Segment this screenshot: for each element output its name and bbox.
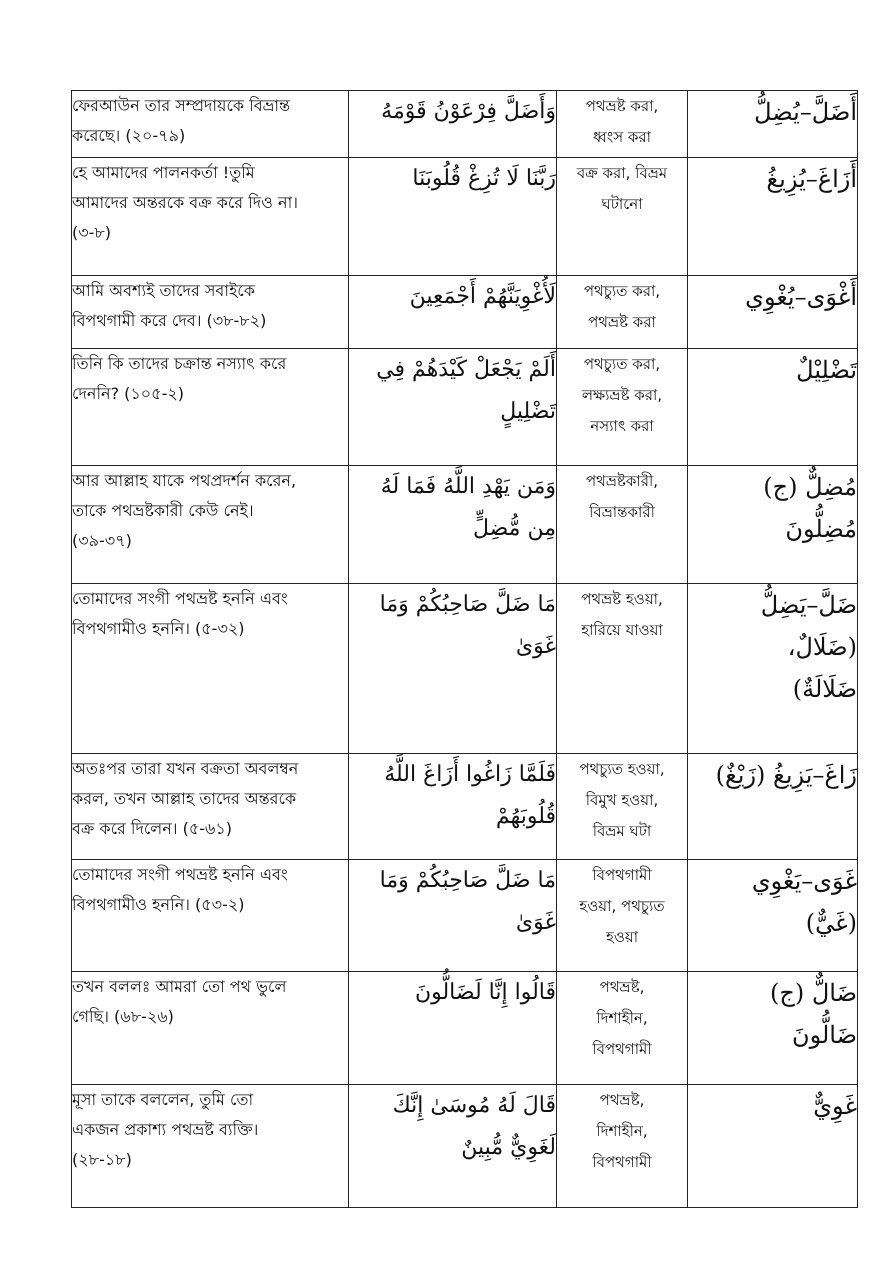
meaning-line: বিভ্রম ঘটা — [592, 822, 652, 840]
bangla-translation-line: (৩৯-৩৭) — [72, 531, 132, 550]
meaning-line: পথচ্যুত হওয়া, — [579, 760, 665, 778]
meaning-line: পথভ্রষ্ট, — [599, 1091, 645, 1109]
root-word-line: غَوِيٌّ — [813, 1092, 857, 1120]
arabic-verse-cell — [349, 860, 557, 972]
bangla-translation-cell — [72, 972, 349, 1085]
arabic-verse-cell — [349, 972, 557, 1085]
root-word-line: مُضِلُّونَ — [785, 515, 857, 543]
bangla-translation-line: বক্র করে দিলেন। (৫-৬১) — [72, 819, 232, 838]
meaning-line: ঘটানো — [601, 195, 643, 213]
meaning-line: পথচ্যুত করা, — [583, 282, 661, 300]
meaning-cell — [557, 349, 688, 466]
bangla-translation-line: আর আল্লাহ যাকে পথপ্রদর্শন করেন, — [72, 471, 297, 490]
root-word-cell — [688, 91, 858, 158]
meaning-line: দিশাহীন, — [596, 1009, 648, 1027]
bangla-translation-line: বিপথগামীও হননি। (৫৩-২) — [72, 895, 245, 914]
meaning-cell — [557, 972, 688, 1085]
bangla-translation-line: (২৮-১৮) — [72, 1150, 132, 1169]
meaning-line: দিশাহীন, — [596, 1122, 648, 1140]
bangla-translation-cell — [72, 584, 349, 754]
arabic-verse-cell — [349, 754, 557, 860]
bangla-translation-cell — [72, 349, 349, 466]
root-word-line: مُضِلٌّ (ج) — [763, 473, 857, 501]
arabic-verse-cell — [349, 91, 557, 158]
arabic-verse-line: غَوَىٰ — [515, 634, 556, 659]
table-row — [72, 860, 858, 972]
meaning-cell — [557, 754, 688, 860]
meaning-line: বিপথগামী — [592, 866, 652, 884]
table-row — [72, 1085, 858, 1208]
arabic-verse-line: مَا ضَلَّ صَاحِبُكُمْ وَمَا — [379, 592, 556, 617]
meaning-line: পথচ্যুত করা, — [583, 355, 661, 373]
arabic-verse-cell — [349, 466, 557, 584]
bangla-translation-line: দেননি? (১০৫-২) — [72, 384, 184, 403]
bangla-translation-line: তোমাদের সংগী পথভ্রষ্ট হননি এবং — [72, 865, 288, 884]
root-word-line: ضَلَّ–يَضِلُّ — [760, 591, 857, 619]
meaning-line: বিপথগামী — [592, 1153, 652, 1171]
root-word-line: (ضَلَالٌ، — [787, 633, 857, 661]
meaning-cell — [557, 158, 688, 276]
meaning-cell — [557, 1085, 688, 1208]
table-row — [72, 584, 858, 754]
table-row — [72, 276, 858, 349]
meaning-line: বিমুখ হওয়া, — [585, 791, 659, 809]
bangla-translation-line: বিপথগামী করে দেব। (৩৮-৮২) — [72, 311, 267, 330]
root-word-cell — [688, 754, 858, 860]
root-word-line: (غَيٌّ) — [805, 909, 857, 937]
root-word-cell — [688, 584, 858, 754]
arabic-verse-cell — [349, 584, 557, 754]
root-word-cell — [688, 276, 858, 349]
arabic-verse-line: مَا ضَلَّ صَاحِبُكُمْ وَمَا — [379, 868, 556, 893]
root-word-line: أَزَاغَ–يُزِيغُ — [766, 165, 857, 193]
arabic-verse-cell — [349, 1085, 557, 1208]
arabic-verse-line: غَوَىٰ — [515, 910, 556, 935]
bangla-translation-line: তখন বললঃ আমরা তো পথ ভুলে — [72, 977, 287, 996]
table-row — [72, 754, 858, 860]
arabic-verse-cell — [349, 158, 557, 276]
bangla-translation-line: গেছি। (৬৮-২৬) — [72, 1007, 174, 1026]
meaning-line: হওয়া, পথচ্যুত — [579, 897, 665, 915]
arabic-verse-line: قُلُوبَهُمْ — [495, 804, 556, 829]
vocabulary-table — [71, 90, 858, 1208]
table-row — [72, 158, 858, 276]
meaning-line: ধ্বংস করা — [592, 128, 652, 146]
root-word-cell — [688, 1085, 858, 1208]
bangla-translation-line: আমি অবশ্যই তাদের সবাইকে — [72, 281, 255, 300]
meaning-line: হারিয়ে যাওয়া — [581, 621, 663, 639]
bangla-translation-cell — [72, 860, 349, 972]
vocabulary-table-body — [72, 91, 858, 1208]
arabic-verse-line: رَبَّنَا لَا تُزِغْ قُلُوبَنَا — [412, 166, 556, 191]
bangla-translation-cell — [72, 276, 349, 349]
meaning-cell — [557, 466, 688, 584]
bangla-translation-line: ফেরআউন তার সম্প্রদায়কে বিভ্রান্ত — [72, 96, 291, 115]
root-word-line: أَغْوَى–يُغْوِي — [745, 283, 857, 311]
table-row — [72, 972, 858, 1085]
bangla-translation-cell — [72, 1085, 349, 1208]
root-word-line: ضَالٌّ (ج) — [770, 979, 857, 1007]
root-word-line: ضَالُّونَ — [791, 1021, 857, 1049]
bangla-translation-line: তিনি কি তাদের চক্রান্ত নস্যাৎ করে — [72, 354, 287, 373]
meaning-cell — [557, 584, 688, 754]
meaning-line: বিপথগামী — [592, 1040, 652, 1058]
bangla-translation-cell — [72, 754, 349, 860]
meaning-line: পথভ্রষ্ট হওয়া, — [581, 590, 663, 608]
arabic-verse-line: وَمَن يَهْدِ اللَّهُ فَمَا لَهُ — [380, 474, 556, 499]
root-word-line: أَضَلَّ–يُضِلُّ — [754, 98, 857, 126]
bangla-translation-line: একজন প্রকাশ্য পথভ্রষ্ট ব্যক্তি। — [72, 1120, 259, 1139]
root-word-cell — [688, 349, 858, 466]
root-word-cell — [688, 158, 858, 276]
arabic-verse-line: وَأَضَلَّ فِرْعَوْنُ قَوْمَهُ — [381, 99, 556, 124]
bangla-translation-line: অতঃপর তারা যখন বক্রতা অবলম্বন — [72, 759, 299, 778]
bangla-translation-line: তোমাদের সংগী পথভ্রষ্ট হননি এবং — [72, 589, 288, 608]
bangla-translation-cell — [72, 158, 349, 276]
arabic-verse-line: فَلَمَّا زَاغُوا أَزَاغَ اللَّهُ — [384, 762, 556, 787]
meaning-line: নস্যাৎ করা — [590, 417, 654, 435]
bangla-translation-line: মূসা তাকে বললেন, তুমি তো — [72, 1090, 254, 1109]
meaning-line: পথভ্রষ্টকারী, — [585, 472, 659, 490]
meaning-line: হওয়া — [605, 928, 639, 946]
bangla-translation-line: (৩-৮) — [72, 223, 112, 242]
arabic-verse-line: لَغَوِيٌّ مُّبِينٌ — [461, 1135, 556, 1160]
root-word-cell — [688, 972, 858, 1085]
arabic-verse-line: قَالُوا إِنَّا لَضَالُّونَ — [414, 980, 556, 1005]
meaning-line: বিভ্রান্তকারী — [589, 503, 655, 521]
meaning-line: বক্র করা, বিভ্রম — [576, 164, 668, 182]
bangla-translation-line: করল, তখন আল্লাহ তাদের অন্তরকে — [72, 789, 297, 808]
root-word-line: زَاغَ–يَزِيغُ (زَيْغٌ) — [715, 761, 857, 789]
bangla-translation-line: তাকে পথভ্রষ্টকারী কেউ নেই। — [72, 501, 254, 520]
root-word-cell — [688, 466, 858, 584]
meaning-cell — [557, 91, 688, 158]
arabic-verse-line: مِن مُّضِلٍّ — [472, 516, 556, 541]
meaning-cell — [557, 276, 688, 349]
meaning-line: লক্ষ্যভ্রষ্ট করা, — [581, 386, 663, 404]
arabic-verse-cell — [349, 276, 557, 349]
arabic-verse-line: قَالَ لَهُ مُوسَىٰ إِنَّكَ — [392, 1093, 556, 1118]
bangla-translation-cell — [72, 466, 349, 584]
table-row — [72, 91, 858, 158]
root-word-line: ضَلَالَةٌ) — [792, 675, 857, 703]
meaning-line: পথভ্রষ্ট করা, — [585, 97, 659, 115]
meaning-line: পথভ্রষ্ট, — [599, 978, 645, 996]
bangla-translation-line: বিপথগামীও হননি। (৫-৩২) — [72, 619, 245, 638]
bangla-translation-line: করেছে। (২০-৭৯) — [72, 126, 186, 145]
root-word-line: تَضْلِيْلٌ — [796, 356, 857, 384]
bangla-translation-line: আমাদের অন্তরকে বক্র করে দিও না। — [72, 193, 298, 212]
meaning-line: পথভ্রষ্ট করা — [588, 313, 656, 331]
table-row — [72, 466, 858, 584]
bangla-translation-line: হে আমাদের পালনকর্তা !তুমি — [72, 163, 255, 182]
arabic-verse-line: تَضْلِيلٍ — [500, 399, 556, 424]
root-word-cell — [688, 860, 858, 972]
arabic-verse-cell — [349, 349, 557, 466]
root-word-line: غَوَى–يَغْوِي — [751, 867, 857, 895]
arabic-verse-line: أَلَمْ يَجْعَلْ كَيْدَهُمْ فِي — [376, 357, 556, 382]
table-row — [72, 349, 858, 466]
meaning-cell — [557, 860, 688, 972]
arabic-verse-line: لَأُغْوِيَنَّهُمْ أَجْمَعِينَ — [409, 284, 556, 309]
bangla-translation-cell — [72, 91, 349, 158]
